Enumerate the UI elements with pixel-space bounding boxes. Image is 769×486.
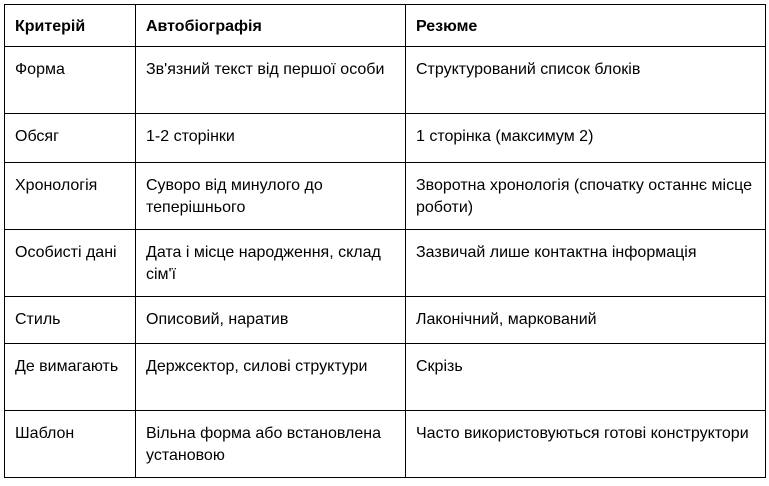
cell-autobiography: Вільна форма або встановлена установою [136, 411, 406, 478]
table-row [5, 163, 766, 230]
comparison-table-container [4, 4, 765, 478]
cell-autobiography: Держсектор, силові структури [136, 344, 406, 411]
cell-resume: Скрізь [406, 344, 766, 411]
table-row [5, 344, 766, 411]
cell-resume: Часто використовуються готові конструктори [406, 411, 766, 478]
table-header-row [5, 5, 766, 47]
header-criterion: Критерій [5, 5, 136, 47]
cell-criterion: Де вимагають [5, 344, 136, 411]
cell-resume: Зворотна хронологія (спочатку останнє місце роботи) [406, 163, 766, 230]
cell-resume: Структурований список блоків [406, 47, 766, 114]
cell-criterion: Шаблон [5, 411, 136, 478]
cell-criterion: Форма [5, 47, 136, 114]
table-row [5, 230, 766, 297]
cell-resume: 1 сторінка (максимум 2) [406, 114, 766, 163]
cell-resume: Лаконічний, маркований [406, 297, 766, 344]
header-resume: Резюме [406, 5, 766, 47]
cell-autobiography: Дата і місце народження, склад сім'ї [136, 230, 406, 297]
table-row [5, 297, 766, 344]
cell-criterion: Хронологія [5, 163, 136, 230]
header-autobiography: Автобіографія [136, 5, 406, 47]
cell-autobiography: 1-2 сторінки [136, 114, 406, 163]
cell-resume: Зазвичай лише контактна інформація [406, 230, 766, 297]
cell-criterion: Обсяг [5, 114, 136, 163]
cell-autobiography: Зв'язний текст від першої особи [136, 47, 406, 114]
table-row [5, 411, 766, 478]
table-row [5, 47, 766, 114]
cell-criterion: Особисті дані [5, 230, 136, 297]
cell-autobiography: Описовий, наратив [136, 297, 406, 344]
comparison-table [4, 4, 766, 478]
cell-criterion: Стиль [5, 297, 136, 344]
cell-autobiography: Суворо від минулого до теперішнього [136, 163, 406, 230]
table-row [5, 114, 766, 163]
